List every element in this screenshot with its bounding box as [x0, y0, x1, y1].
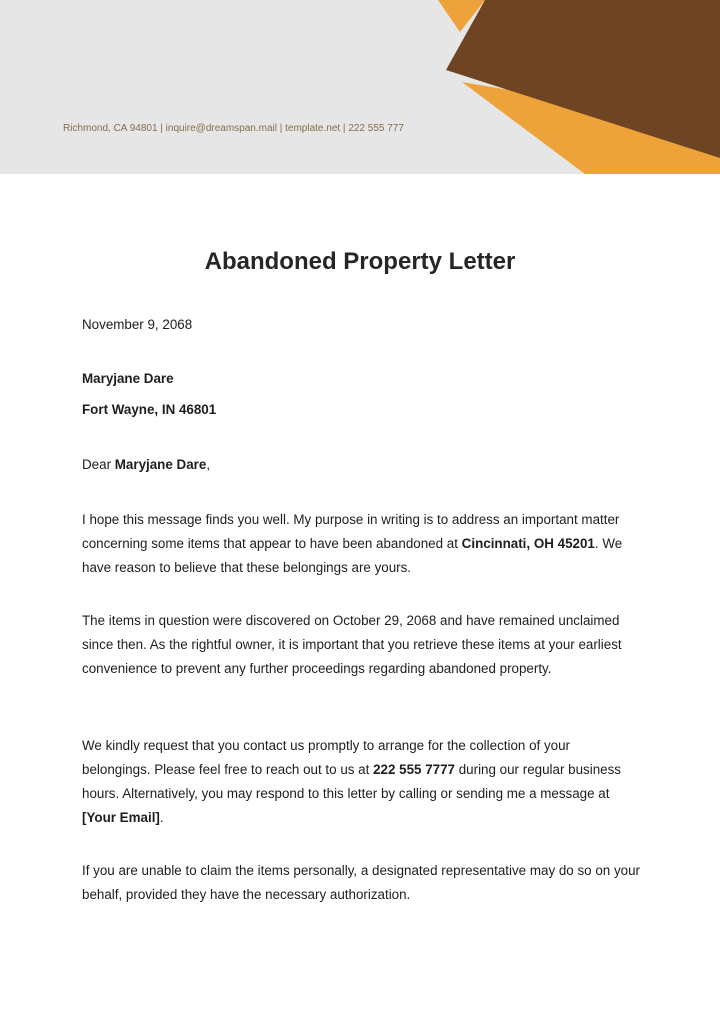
paragraph-discovery: The items in question were discovered on October 29, 2068 and have remained unclaimed since then. As the rightful owner, it is important that you retrieve these items at your earliest convenience to prevent any further proceedings regarding abandoned property. [82, 613, 622, 676]
paragraph-request [82, 734, 642, 830]
contact-phone: 222 555 7777 [373, 762, 455, 777]
recipient-address [82, 398, 642, 422]
paragraph-request-text-c: . [159, 810, 164, 825]
paragraph-intro-text-b: . We have reason to believe that these belongings are yours. [82, 536, 623, 575]
salutation [82, 453, 642, 477]
paragraph-request-text-a: We kindly request that you contact us promptly to arrange for the collection of your belongings. Please feel free to reach out to us at [82, 738, 571, 777]
paragraph-intro-text-a: I hope this message finds you well. My purpose in writing is to address an important matter concerning some items that appear to have been abandoned at [82, 512, 620, 551]
paragraph-request-text-b: during our regular business hours. Alternatively, you may respond to this letter by calling or sending me a message at [82, 762, 621, 801]
recipient-name-text: Maryjane Dare [82, 371, 174, 386]
letter-title: Abandoned Property Letter [204, 248, 516, 275]
salutation-name: Maryjane Dare [114, 457, 207, 472]
salutation-prefix: Dear [82, 457, 115, 472]
recipient-name [82, 367, 642, 391]
contact-email: [Your Email] [82, 810, 160, 825]
paragraph-representative: If you are unable to claim the items personally, a designated representative may do so on your behalf, provided they have the necessary authorization. [82, 863, 641, 902]
recipient-address-text: Fort Wayne, IN 46801 [82, 402, 217, 417]
abandoned-location: Cincinnati, OH 45201 [461, 536, 595, 551]
letterhead-banner [0, 0, 720, 174]
contact-line: Richmond, CA 94801 | inquire@dreamspan.mail | template.net | 222 555 777 [63, 123, 404, 134]
letter-date: November 9, 2068 [82, 317, 193, 332]
decorative-shapes [0, 0, 720, 174]
paragraph-intro [82, 508, 642, 580]
salutation-suffix: , [206, 457, 211, 472]
